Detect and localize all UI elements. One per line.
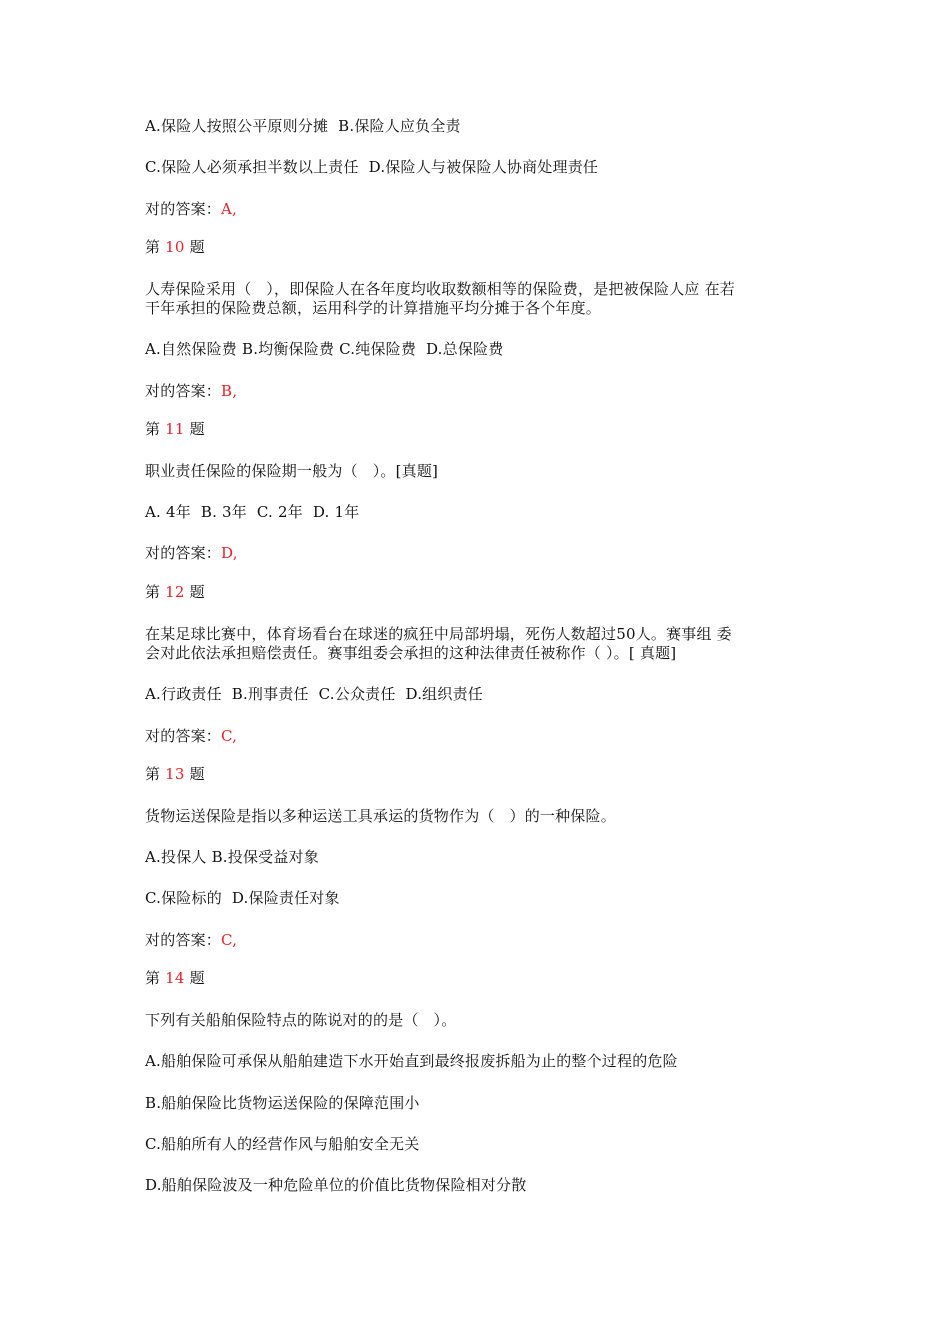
question-suffix: 题 bbox=[184, 765, 205, 783]
question-prefix: 第 bbox=[145, 238, 166, 256]
q12-options: A.行政责任 B.刑事责任 C.公众责任 D.组织责任 bbox=[145, 685, 483, 703]
answer-label: 对的答案： bbox=[145, 200, 222, 218]
question-prefix: 第 bbox=[145, 420, 166, 438]
question-prefix: 第 bbox=[145, 765, 166, 783]
question-suffix: 题 bbox=[184, 238, 205, 256]
q14-heading bbox=[145, 968, 205, 988]
q12-heading bbox=[145, 582, 205, 602]
answer-value: A, bbox=[221, 200, 238, 218]
q13-answer bbox=[145, 930, 237, 950]
answer-label: 对的答案： bbox=[145, 727, 222, 745]
answer-value: B, bbox=[221, 382, 238, 400]
answer-label: 对的答案： bbox=[145, 544, 222, 562]
q13-stem: 货物运送保险是指以多种运送工具承运的货物作为（ ）的一种保险。 bbox=[145, 807, 616, 825]
answer-value: D, bbox=[221, 544, 238, 562]
q11-heading bbox=[145, 419, 205, 439]
q10-stem-line2: 干年承担的保险费总额，运用科学的计算措施平均分摊于各个年度。 bbox=[145, 299, 602, 317]
question-number: 12 bbox=[165, 583, 185, 601]
answer-label: 对的答案： bbox=[145, 931, 222, 949]
q10-answer bbox=[145, 381, 237, 401]
question-number: 10 bbox=[165, 238, 185, 256]
q14-option-b: B.船舶保险比货物运送保险的保障范围小 bbox=[145, 1094, 420, 1112]
q11-options: A. 4年 B. 3年 C. 2年 D. 1年 bbox=[145, 503, 360, 521]
question-suffix: 题 bbox=[184, 420, 205, 438]
q12-stem-line2: 会对此依法承担赔偿责任。赛事组委会承担的这种法律责任被称作（ ）。[ 真题] bbox=[145, 644, 677, 662]
q13-options-line2: C.保险标的 D.保险责任对象 bbox=[145, 889, 340, 907]
answer-label: 对的答案： bbox=[145, 382, 222, 400]
document-page bbox=[145, 0, 810, 1344]
answer-value: C, bbox=[221, 727, 238, 745]
q9-options-line1: A.保险人按照公平原则分摊 B.保险人应负全责 bbox=[145, 117, 461, 135]
question-suffix: 题 bbox=[184, 969, 205, 987]
q9-options-line2: C.保险人必须承担半数以上责任 D.保险人与被保险人协商处理责任 bbox=[145, 158, 599, 176]
q11-stem: 职业责任保险的保险期一般为（ ）。[真题] bbox=[145, 462, 439, 480]
question-number: 11 bbox=[165, 420, 185, 438]
q14-option-a: A.船舶保险可承保从船舶建造下水开始直到最终报废拆船为止的整个过程的危险 bbox=[145, 1052, 678, 1070]
q10-heading bbox=[145, 237, 205, 257]
question-prefix: 第 bbox=[145, 969, 166, 987]
q14-option-c: C.船舶所有人的经营作风与船舶安全无关 bbox=[145, 1135, 420, 1153]
question-number: 14 bbox=[165, 969, 185, 987]
question-prefix: 第 bbox=[145, 583, 166, 601]
question-number: 13 bbox=[165, 765, 185, 783]
q14-stem: 下列有关船舶保险特点的陈说对的的是（ ）。 bbox=[145, 1011, 457, 1029]
q12-stem-line1: 在某足球比赛中，体育场看台在球迷的疯狂中局部坍塌，死伤人数超过50人。赛事组 委 bbox=[145, 625, 732, 643]
question-suffix: 题 bbox=[184, 583, 205, 601]
q12-answer bbox=[145, 726, 237, 746]
q9-answer bbox=[145, 199, 237, 219]
q10-stem-line1: 人寿保险采用（ ），即保险人在各年度均收取数额相等的保险费，是把被保险人应 在若 bbox=[145, 280, 735, 298]
q14-option-d: D.船舶保险波及一种危险单位的价值比货物保险相对分散 bbox=[145, 1176, 527, 1194]
q13-options-line1: A.投保人 B.投保受益对象 bbox=[145, 848, 319, 866]
answer-value: C, bbox=[221, 931, 238, 949]
q13-heading bbox=[145, 764, 205, 784]
q11-answer bbox=[145, 543, 238, 563]
q10-options: A.自然保险费 B.均衡保险费 C.纯保险费 D.总保险费 bbox=[145, 340, 504, 358]
